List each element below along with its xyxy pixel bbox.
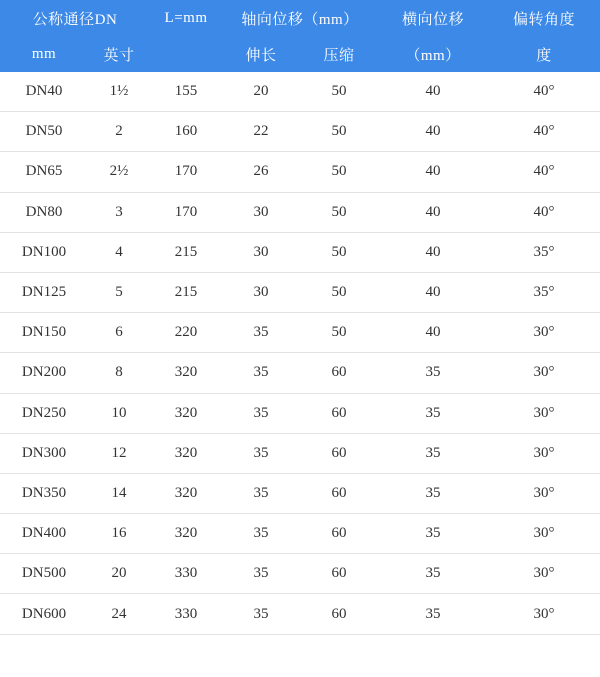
cell-extension: 30 xyxy=(222,232,300,272)
header-axial-displacement: 轴向位移（mm） xyxy=(222,0,378,36)
cell-compression: 60 xyxy=(300,514,378,554)
table-row xyxy=(0,112,600,152)
cell-length: 330 xyxy=(150,554,222,594)
table-row xyxy=(0,152,600,192)
cell-nominal-diameter: DN500 xyxy=(0,554,88,594)
cell-length: 215 xyxy=(150,232,222,272)
cell-inch: 2 xyxy=(88,112,150,152)
cell-length: 330 xyxy=(150,594,222,634)
cell-inch: 20 xyxy=(88,554,150,594)
cell-extension: 35 xyxy=(222,594,300,634)
cell-lateral-displacement: 35 xyxy=(378,554,488,594)
cell-inch: 10 xyxy=(88,393,150,433)
cell-length: 215 xyxy=(150,272,222,312)
cell-extension: 35 xyxy=(222,473,300,513)
cell-nominal-diameter: DN150 xyxy=(0,313,88,353)
cell-lateral-displacement: 35 xyxy=(378,594,488,634)
cell-nominal-diameter: DN100 xyxy=(0,232,88,272)
cell-nominal-diameter: DN250 xyxy=(0,393,88,433)
cell-extension: 35 xyxy=(222,433,300,473)
header-row-secondary xyxy=(0,36,600,72)
cell-nominal-diameter: DN80 xyxy=(0,192,88,232)
cell-lateral-displacement: 35 xyxy=(378,514,488,554)
cell-compression: 50 xyxy=(300,272,378,312)
cell-length: 220 xyxy=(150,313,222,353)
cell-lateral-displacement: 40 xyxy=(378,232,488,272)
cell-deflection-angle: 40° xyxy=(488,192,600,232)
header-length-spacer xyxy=(150,36,222,72)
header-deflection-angle: 偏转角度 xyxy=(488,0,600,36)
cell-nominal-diameter: DN50 xyxy=(0,112,88,152)
cell-deflection-angle: 30° xyxy=(488,393,600,433)
cell-extension: 35 xyxy=(222,353,300,393)
bottom-whitespace xyxy=(0,635,600,677)
cell-deflection-angle: 30° xyxy=(488,473,600,513)
cell-compression: 50 xyxy=(300,313,378,353)
table-row xyxy=(0,353,600,393)
cell-extension: 22 xyxy=(222,112,300,152)
header-angle-unit: 度 xyxy=(488,36,600,72)
cell-length: 320 xyxy=(150,433,222,473)
cell-inch: 1½ xyxy=(88,72,150,112)
cell-length: 320 xyxy=(150,514,222,554)
cell-deflection-angle: 35° xyxy=(488,272,600,312)
cell-compression: 60 xyxy=(300,594,378,634)
cell-extension: 35 xyxy=(222,313,300,353)
table-row xyxy=(0,232,600,272)
cell-deflection-angle: 30° xyxy=(488,594,600,634)
cell-compression: 60 xyxy=(300,393,378,433)
cell-inch: 4 xyxy=(88,232,150,272)
cell-compression: 50 xyxy=(300,152,378,192)
cell-nominal-diameter: DN350 xyxy=(0,473,88,513)
table-row xyxy=(0,594,600,634)
cell-length: 320 xyxy=(150,473,222,513)
cell-deflection-angle: 30° xyxy=(488,554,600,594)
header-row-primary xyxy=(0,0,600,36)
cell-lateral-displacement: 35 xyxy=(378,353,488,393)
header-extension: 伸长 xyxy=(222,36,300,72)
cell-length: 320 xyxy=(150,353,222,393)
header-nominal-diameter: 公称通径DN xyxy=(0,0,150,36)
table-row xyxy=(0,272,600,312)
header-unit-inch: 英寸 xyxy=(88,36,150,72)
cell-lateral-displacement: 40 xyxy=(378,152,488,192)
cell-extension: 35 xyxy=(222,393,300,433)
cell-lateral-displacement: 40 xyxy=(378,112,488,152)
cell-nominal-diameter: DN600 xyxy=(0,594,88,634)
cell-deflection-angle: 30° xyxy=(488,353,600,393)
cell-compression: 50 xyxy=(300,232,378,272)
cell-inch: 8 xyxy=(88,353,150,393)
cell-deflection-angle: 40° xyxy=(488,72,600,112)
table-row xyxy=(0,192,600,232)
cell-nominal-diameter: DN40 xyxy=(0,72,88,112)
cell-lateral-displacement: 40 xyxy=(378,313,488,353)
cell-extension: 30 xyxy=(222,192,300,232)
cell-extension: 20 xyxy=(222,72,300,112)
cell-inch: 24 xyxy=(88,594,150,634)
cell-extension: 30 xyxy=(222,272,300,312)
table-row xyxy=(0,393,600,433)
table-row xyxy=(0,554,600,594)
cell-inch: 5 xyxy=(88,272,150,312)
cell-lateral-displacement: 40 xyxy=(378,72,488,112)
cell-inch: 6 xyxy=(88,313,150,353)
table-row xyxy=(0,72,600,112)
cell-inch: 3 xyxy=(88,192,150,232)
cell-inch: 16 xyxy=(88,514,150,554)
cell-extension: 35 xyxy=(222,554,300,594)
cell-lateral-displacement: 40 xyxy=(378,192,488,232)
cell-length: 320 xyxy=(150,393,222,433)
cell-deflection-angle: 30° xyxy=(488,433,600,473)
cell-lateral-displacement: 35 xyxy=(378,473,488,513)
header-compression: 压缩 xyxy=(300,36,378,72)
table-row xyxy=(0,313,600,353)
cell-deflection-angle: 30° xyxy=(488,514,600,554)
cell-nominal-diameter: DN400 xyxy=(0,514,88,554)
table-body xyxy=(0,72,600,634)
cell-compression: 50 xyxy=(300,192,378,232)
table-row xyxy=(0,473,600,513)
cell-length: 160 xyxy=(150,112,222,152)
header-lateral-displacement: 横向位移 xyxy=(378,0,488,36)
table-row xyxy=(0,433,600,473)
header-unit-mm: mm xyxy=(0,36,88,72)
cell-length: 170 xyxy=(150,192,222,232)
cell-deflection-angle: 30° xyxy=(488,313,600,353)
table-row xyxy=(0,514,600,554)
cell-deflection-angle: 40° xyxy=(488,112,600,152)
cell-lateral-displacement: 35 xyxy=(378,393,488,433)
cell-compression: 60 xyxy=(300,554,378,594)
cell-extension: 26 xyxy=(222,152,300,192)
cell-extension: 35 xyxy=(222,514,300,554)
cell-nominal-diameter: DN125 xyxy=(0,272,88,312)
cell-compression: 60 xyxy=(300,353,378,393)
cell-inch: 2½ xyxy=(88,152,150,192)
table-header xyxy=(0,0,600,72)
cell-inch: 14 xyxy=(88,473,150,513)
cell-compression: 50 xyxy=(300,72,378,112)
cell-length: 155 xyxy=(150,72,222,112)
header-length: L=mm xyxy=(150,0,222,36)
header-lateral-unit: （mm） xyxy=(378,36,488,72)
cell-deflection-angle: 40° xyxy=(488,152,600,192)
cell-nominal-diameter: DN65 xyxy=(0,152,88,192)
cell-lateral-displacement: 35 xyxy=(378,433,488,473)
cell-nominal-diameter: DN200 xyxy=(0,353,88,393)
cell-length: 170 xyxy=(150,152,222,192)
cell-nominal-diameter: DN300 xyxy=(0,433,88,473)
cell-lateral-displacement: 40 xyxy=(378,272,488,312)
cell-compression: 60 xyxy=(300,433,378,473)
cell-inch: 12 xyxy=(88,433,150,473)
cell-compression: 50 xyxy=(300,112,378,152)
cell-compression: 60 xyxy=(300,473,378,513)
cell-deflection-angle: 35° xyxy=(488,232,600,272)
